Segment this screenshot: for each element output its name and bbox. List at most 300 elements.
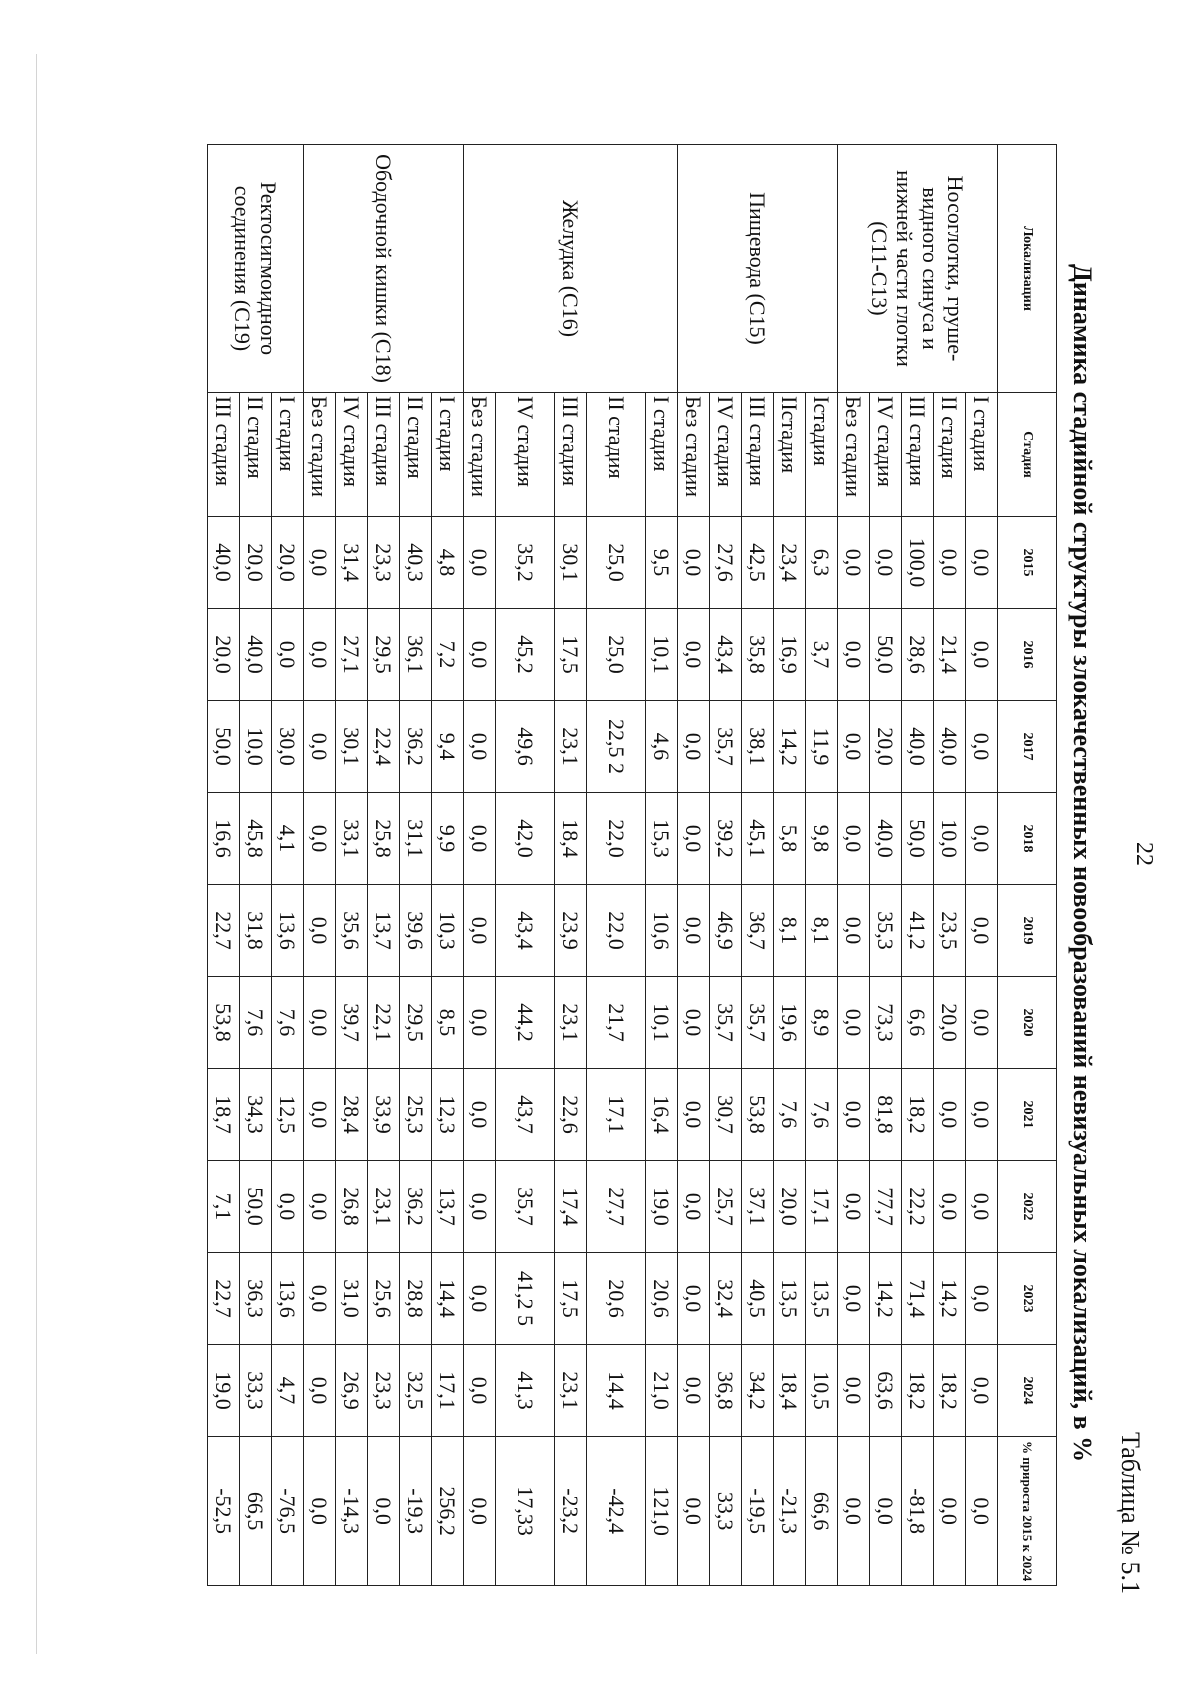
value-cell: 22,7 — [208, 885, 240, 977]
value-cell: 35,7 — [742, 977, 774, 1069]
value-cell: 6,3 — [806, 517, 838, 609]
value-cell: 0,0 — [838, 793, 870, 885]
value-cell: 21,0 — [646, 1345, 678, 1437]
stage-cell: IV стадия — [496, 393, 555, 517]
value-cell: 21,7 — [587, 977, 646, 1069]
growth-cell: -19,5 — [742, 1437, 774, 1586]
value-cell: 50,0 — [208, 701, 240, 793]
value-cell: 11,9 — [806, 701, 838, 793]
value-cell: 22,6 — [555, 1069, 587, 1161]
growth-cell: 256,2 — [432, 1437, 464, 1586]
value-cell: 45,8 — [240, 793, 272, 885]
value-cell: 45,2 — [496, 609, 555, 701]
value-cell: 10,1 — [646, 609, 678, 701]
value-cell: 18,2 — [902, 1069, 934, 1161]
value-cell: 34,2 — [742, 1345, 774, 1437]
localization-cell: Носоглотки, груше-видного синуса и нижней части глотки (С11-С13) — [838, 145, 998, 393]
value-cell: 0,0 — [272, 609, 304, 701]
value-cell: 22,1 — [368, 977, 400, 1069]
stage-cell: IV стадия — [710, 393, 742, 517]
value-cell: 63,6 — [870, 1345, 902, 1437]
value-cell: 0,0 — [966, 517, 998, 609]
table-row — [646, 145, 678, 1586]
value-cell: 41,2 5 — [496, 1253, 555, 1345]
value-cell: 28,4 — [336, 1069, 368, 1161]
stage-cell: III стадия — [742, 393, 774, 517]
value-cell: 20,0 — [934, 977, 966, 1069]
value-cell: 28,6 — [902, 609, 934, 701]
value-cell: 22,2 — [902, 1161, 934, 1253]
value-cell: 53,8 — [208, 977, 240, 1069]
value-cell: 0,0 — [464, 1253, 496, 1345]
stage-cell: II стадия — [587, 393, 646, 517]
value-cell: 0,0 — [678, 885, 710, 977]
stage-cell: IV стадия — [870, 393, 902, 517]
value-cell: 6,6 — [902, 977, 934, 1069]
value-cell: 0,0 — [464, 793, 496, 885]
growth-cell: 17,33 — [496, 1437, 555, 1586]
value-cell: 31,0 — [336, 1253, 368, 1345]
value-cell: 0,0 — [966, 1161, 998, 1253]
growth-cell: 0,0 — [304, 1437, 336, 1586]
value-cell: 35,3 — [870, 885, 902, 977]
value-cell: 0,0 — [838, 885, 870, 977]
value-cell: 40,0 — [870, 793, 902, 885]
value-cell: 14,2 — [934, 1253, 966, 1345]
col-header: 2018 — [998, 793, 1057, 885]
value-cell: 17,1 — [432, 1345, 464, 1437]
growth-cell: -52,5 — [208, 1437, 240, 1586]
value-cell: 0,0 — [304, 1161, 336, 1253]
value-cell: 13,7 — [368, 885, 400, 977]
value-cell: 8,1 — [774, 885, 806, 977]
col-header: 2015 — [998, 517, 1057, 609]
value-cell: 0,0 — [838, 977, 870, 1069]
value-cell: 25,6 — [368, 1253, 400, 1345]
value-cell: 43,7 — [496, 1069, 555, 1161]
value-cell: 18,7 — [208, 1069, 240, 1161]
value-cell: 13,5 — [774, 1253, 806, 1345]
value-cell: 49,6 — [496, 701, 555, 793]
value-cell: 29,5 — [368, 609, 400, 701]
col-header: Стадия — [998, 393, 1057, 517]
value-cell: 36,2 — [400, 701, 432, 793]
localization-cell: Ободочной кишки (С18) — [304, 145, 464, 393]
growth-cell: -23,2 — [555, 1437, 587, 1586]
value-cell: 17,5 — [555, 609, 587, 701]
col-header: 2021 — [998, 1069, 1057, 1161]
header-row — [998, 145, 1057, 1586]
value-cell: 0,0 — [966, 1069, 998, 1161]
stage-cell: I стадия — [646, 393, 678, 517]
stage-cell: III стадия — [555, 393, 587, 517]
value-cell: 23,9 — [555, 885, 587, 977]
value-cell: 8,1 — [806, 885, 838, 977]
value-cell: 35,8 — [742, 609, 774, 701]
value-cell: 18,4 — [774, 1345, 806, 1437]
value-cell: 17,1 — [806, 1161, 838, 1253]
stage-cell: IIстадия — [774, 393, 806, 517]
col-header: 2023 — [998, 1253, 1057, 1345]
value-cell: 0,0 — [838, 1161, 870, 1253]
value-cell: 0,0 — [934, 1069, 966, 1161]
value-cell: 20,0 — [240, 517, 272, 609]
value-cell: 73,3 — [870, 977, 902, 1069]
growth-cell: 0,0 — [368, 1437, 400, 1586]
value-cell: 13,6 — [272, 885, 304, 977]
col-header: 2024 — [998, 1345, 1057, 1437]
value-cell: 23,3 — [368, 517, 400, 609]
value-cell: 35,6 — [336, 885, 368, 977]
col-header: 2020 — [998, 977, 1057, 1069]
value-cell: 0,0 — [966, 793, 998, 885]
value-cell: 0,0 — [464, 1161, 496, 1253]
stage-cell: III стадия — [902, 393, 934, 517]
value-cell: 9,9 — [432, 793, 464, 885]
value-cell: 9,8 — [806, 793, 838, 885]
stage-cell: Iстадия — [806, 393, 838, 517]
value-cell: 14,2 — [870, 1253, 902, 1345]
localization-cell: Пищевода (С15) — [678, 145, 838, 393]
value-cell: 44,2 — [496, 977, 555, 1069]
stage-cell: Без стадии — [838, 393, 870, 517]
value-cell: 81,8 — [870, 1069, 902, 1161]
value-cell: 53,8 — [742, 1069, 774, 1161]
value-cell: 35,2 — [496, 517, 555, 609]
value-cell: 36,7 — [742, 885, 774, 977]
value-cell: 0,0 — [678, 1253, 710, 1345]
value-cell: 38,1 — [742, 701, 774, 793]
value-cell: 0,0 — [838, 609, 870, 701]
table-row — [272, 145, 304, 1586]
value-cell: 36,2 — [400, 1161, 432, 1253]
value-cell: 25,8 — [368, 793, 400, 885]
col-header: 2019 — [998, 885, 1057, 977]
scan-edge — [36, 54, 37, 1654]
value-cell: 40,0 — [208, 517, 240, 609]
value-cell: 77,7 — [870, 1161, 902, 1253]
value-cell: 22,5 2 — [587, 701, 646, 793]
value-cell: 0,0 — [304, 1345, 336, 1437]
value-cell: 0,0 — [464, 609, 496, 701]
value-cell: 27,7 — [587, 1161, 646, 1253]
value-cell: 19,0 — [646, 1161, 678, 1253]
value-cell: 20,0 — [272, 517, 304, 609]
value-cell: 16,6 — [208, 793, 240, 885]
page-number: 22 — [1131, 842, 1157, 866]
value-cell: 0,0 — [838, 1069, 870, 1161]
value-cell: 43,4 — [710, 609, 742, 701]
value-cell: 14,4 — [432, 1253, 464, 1345]
value-cell: 39,6 — [400, 885, 432, 977]
growth-cell: 33,3 — [710, 1437, 742, 1586]
value-cell: 10,5 — [806, 1345, 838, 1437]
table-label: Таблица № 5.1 — [1116, 1431, 1145, 1594]
value-cell: 40,0 — [934, 701, 966, 793]
growth-cell: 0,0 — [678, 1437, 710, 1586]
localization-cell: Ректосигмоидного соединения (С19) — [208, 145, 304, 393]
table-row — [806, 145, 838, 1586]
value-cell: 12,5 — [272, 1069, 304, 1161]
growth-cell: -19,3 — [400, 1437, 432, 1586]
value-cell: 0,0 — [304, 1253, 336, 1345]
value-cell: 50,0 — [902, 793, 934, 885]
value-cell: 0,0 — [304, 793, 336, 885]
stage-cell: Без стадии — [678, 393, 710, 517]
value-cell: 27,1 — [336, 609, 368, 701]
value-cell: 20,0 — [870, 701, 902, 793]
value-cell: 13,6 — [272, 1253, 304, 1345]
value-cell: 3,7 — [806, 609, 838, 701]
value-cell: 36,8 — [710, 1345, 742, 1437]
value-cell: 19,6 — [774, 977, 806, 1069]
value-cell: 35,7 — [710, 977, 742, 1069]
value-cell: 30,1 — [555, 517, 587, 609]
value-cell: 4,8 — [432, 517, 464, 609]
value-cell: 50,0 — [870, 609, 902, 701]
value-cell: 28,8 — [400, 1253, 432, 1345]
value-cell: 41,3 — [496, 1345, 555, 1437]
value-cell: 33,1 — [336, 793, 368, 885]
value-cell: 9,5 — [646, 517, 678, 609]
value-cell: 0,0 — [678, 793, 710, 885]
value-cell: 20,6 — [646, 1253, 678, 1345]
growth-cell: 0,0 — [966, 1437, 998, 1586]
localization-cell: Желудка (С16) — [464, 145, 678, 393]
stage-cell: Без стадии — [304, 393, 336, 517]
value-cell: 0,0 — [966, 701, 998, 793]
value-cell: 17,4 — [555, 1161, 587, 1253]
value-cell: 7,2 — [432, 609, 464, 701]
value-cell: 26,8 — [336, 1161, 368, 1253]
stage-cell: II стадия — [240, 393, 272, 517]
value-cell: 0,0 — [304, 517, 336, 609]
value-cell: 33,3 — [240, 1345, 272, 1437]
value-cell: 35,7 — [710, 701, 742, 793]
value-cell: 42,0 — [496, 793, 555, 885]
value-cell: 14,2 — [774, 701, 806, 793]
col-header: 2022 — [998, 1161, 1057, 1253]
value-cell: 13,5 — [806, 1253, 838, 1345]
value-cell: 9,4 — [432, 701, 464, 793]
value-cell: 10,3 — [432, 885, 464, 977]
value-cell: 7,6 — [806, 1069, 838, 1161]
stage-cell: I стадия — [966, 393, 998, 517]
growth-cell: -76,5 — [272, 1437, 304, 1586]
growth-cell: 0,0 — [838, 1437, 870, 1586]
col-header: Локализации — [998, 145, 1057, 393]
table-row — [432, 145, 464, 1586]
value-cell: 39,2 — [710, 793, 742, 885]
value-cell: 100,0 — [902, 517, 934, 609]
col-header: 2016 — [998, 609, 1057, 701]
growth-cell: 0,0 — [934, 1437, 966, 1586]
value-cell: 23,1 — [555, 701, 587, 793]
value-cell: 39,7 — [336, 977, 368, 1069]
value-cell: 0,0 — [678, 1069, 710, 1161]
value-cell: 25,3 — [400, 1069, 432, 1161]
growth-cell: -21,3 — [774, 1437, 806, 1586]
value-cell: 16,4 — [646, 1069, 678, 1161]
value-cell: 18,2 — [934, 1345, 966, 1437]
value-cell: 30,0 — [272, 701, 304, 793]
value-cell: 36,3 — [240, 1253, 272, 1345]
value-cell: 34,3 — [240, 1069, 272, 1161]
value-cell: 0,0 — [838, 701, 870, 793]
table-body — [208, 145, 998, 1586]
growth-cell: 0,0 — [870, 1437, 902, 1586]
value-cell: 18,4 — [555, 793, 587, 885]
value-cell: 0,0 — [678, 609, 710, 701]
value-cell: 5,8 — [774, 793, 806, 885]
value-cell: 0,0 — [678, 1161, 710, 1253]
value-cell: 4,7 — [272, 1345, 304, 1437]
value-cell: 71,4 — [902, 1253, 934, 1345]
value-cell: 37,1 — [742, 1161, 774, 1253]
stage-cell: I стадия — [272, 393, 304, 517]
value-cell: 0,0 — [966, 1345, 998, 1437]
growth-cell: -14,3 — [336, 1437, 368, 1586]
col-header: 2017 — [998, 701, 1057, 793]
value-cell: 35,7 — [496, 1161, 555, 1253]
value-cell: 18,2 — [902, 1345, 934, 1437]
value-cell: 25,0 — [587, 609, 646, 701]
value-cell: 12,3 — [432, 1069, 464, 1161]
value-cell: 7,6 — [774, 1069, 806, 1161]
stage-cell: II стадия — [400, 393, 432, 517]
stage-cell: IV стадия — [336, 393, 368, 517]
growth-cell: 0,0 — [464, 1437, 496, 1586]
value-cell: 32,5 — [400, 1345, 432, 1437]
table-title: Динамика стадийной структуры злокачественных новообразований невизуальных локализаций, в % — [1068, 264, 1097, 1463]
stage-cell: III стадия — [208, 393, 240, 517]
value-cell: 0,0 — [838, 1253, 870, 1345]
value-cell: 10,0 — [934, 793, 966, 885]
value-cell: 25,7 — [710, 1161, 742, 1253]
value-cell: 0,0 — [464, 885, 496, 977]
value-cell: 40,3 — [400, 517, 432, 609]
value-cell: 29,5 — [400, 977, 432, 1069]
value-cell: 30,1 — [336, 701, 368, 793]
value-cell: 0,0 — [304, 977, 336, 1069]
value-cell: 23,5 — [934, 885, 966, 977]
value-cell: 7,6 — [240, 977, 272, 1069]
value-cell: 40,5 — [742, 1253, 774, 1345]
value-cell: 4,6 — [646, 701, 678, 793]
value-cell: 10,0 — [240, 701, 272, 793]
value-cell: 50,0 — [240, 1161, 272, 1253]
value-cell: 40,0 — [240, 609, 272, 701]
value-cell: 7,1 — [208, 1161, 240, 1253]
value-cell: 0,0 — [678, 977, 710, 1069]
value-cell: 8,9 — [806, 977, 838, 1069]
value-cell: 7,6 — [272, 977, 304, 1069]
value-cell: 22,0 — [587, 885, 646, 977]
value-cell: 14,4 — [587, 1345, 646, 1437]
value-cell: 17,1 — [587, 1069, 646, 1161]
value-cell: 43,4 — [496, 885, 555, 977]
value-cell: 30,7 — [710, 1069, 742, 1161]
stage-cell: III стадия — [368, 393, 400, 517]
value-cell: 0,0 — [304, 885, 336, 977]
value-cell: 0,0 — [678, 517, 710, 609]
value-cell: 45,1 — [742, 793, 774, 885]
value-cell: 31,1 — [400, 793, 432, 885]
value-cell: 0,0 — [678, 701, 710, 793]
value-cell: 46,9 — [710, 885, 742, 977]
value-cell: 0,0 — [464, 977, 496, 1069]
value-cell: 31,8 — [240, 885, 272, 977]
value-cell: 20,0 — [774, 1161, 806, 1253]
value-cell: 25,0 — [587, 517, 646, 609]
value-cell: 33,9 — [368, 1069, 400, 1161]
value-cell: 0,0 — [678, 1345, 710, 1437]
value-cell: 4,1 — [272, 793, 304, 885]
value-cell: 0,0 — [870, 517, 902, 609]
value-cell: 22,7 — [208, 1253, 240, 1345]
value-cell: 0,0 — [966, 977, 998, 1069]
value-cell: 23,1 — [368, 1161, 400, 1253]
value-cell: 0,0 — [966, 1253, 998, 1345]
value-cell: 10,1 — [646, 977, 678, 1069]
value-cell: 40,0 — [902, 701, 934, 793]
value-cell: 10,6 — [646, 885, 678, 977]
value-cell: 0,0 — [464, 1345, 496, 1437]
value-cell: 0,0 — [464, 701, 496, 793]
value-cell: 0,0 — [304, 609, 336, 701]
value-cell: 0,0 — [838, 1345, 870, 1437]
value-cell: 0,0 — [934, 1161, 966, 1253]
value-cell: 27,6 — [710, 517, 742, 609]
value-cell: 22,0 — [587, 793, 646, 885]
value-cell: 15,3 — [646, 793, 678, 885]
value-cell: 0,0 — [304, 1069, 336, 1161]
value-cell: 0,0 — [464, 517, 496, 609]
value-cell: 8,5 — [432, 977, 464, 1069]
value-cell: 41,2 — [902, 885, 934, 977]
value-cell: 23,1 — [555, 977, 587, 1069]
growth-cell: 66,6 — [806, 1437, 838, 1586]
value-cell: 26,9 — [336, 1345, 368, 1437]
value-cell: 31,4 — [336, 517, 368, 609]
value-cell: 22,4 — [368, 701, 400, 793]
value-cell: 0,0 — [464, 1069, 496, 1161]
value-cell: 0,0 — [966, 885, 998, 977]
value-cell: 0,0 — [934, 517, 966, 609]
value-cell: 19,0 — [208, 1345, 240, 1437]
value-cell: 20,6 — [587, 1253, 646, 1345]
value-cell: 0,0 — [272, 1161, 304, 1253]
stage-cell: Без стадии — [464, 393, 496, 517]
value-cell: 42,5 — [742, 517, 774, 609]
value-cell: 16,9 — [774, 609, 806, 701]
rotated-page — [35, 54, 1165, 1654]
value-cell: 23,3 — [368, 1345, 400, 1437]
value-cell: 32,4 — [710, 1253, 742, 1345]
growth-cell: 121,0 — [646, 1437, 678, 1586]
value-cell: 0,0 — [838, 517, 870, 609]
value-cell: 0,0 — [966, 609, 998, 701]
growth-cell: -81,8 — [902, 1437, 934, 1586]
value-cell: 0,0 — [304, 701, 336, 793]
value-cell: 23,1 — [555, 1345, 587, 1437]
stage-cell: I стадия — [432, 393, 464, 517]
value-cell: 21,4 — [934, 609, 966, 701]
growth-cell: -42,4 — [587, 1437, 646, 1586]
stage-cell: II стадия — [934, 393, 966, 517]
growth-cell: 66,5 — [240, 1437, 272, 1586]
table-row — [966, 145, 998, 1586]
